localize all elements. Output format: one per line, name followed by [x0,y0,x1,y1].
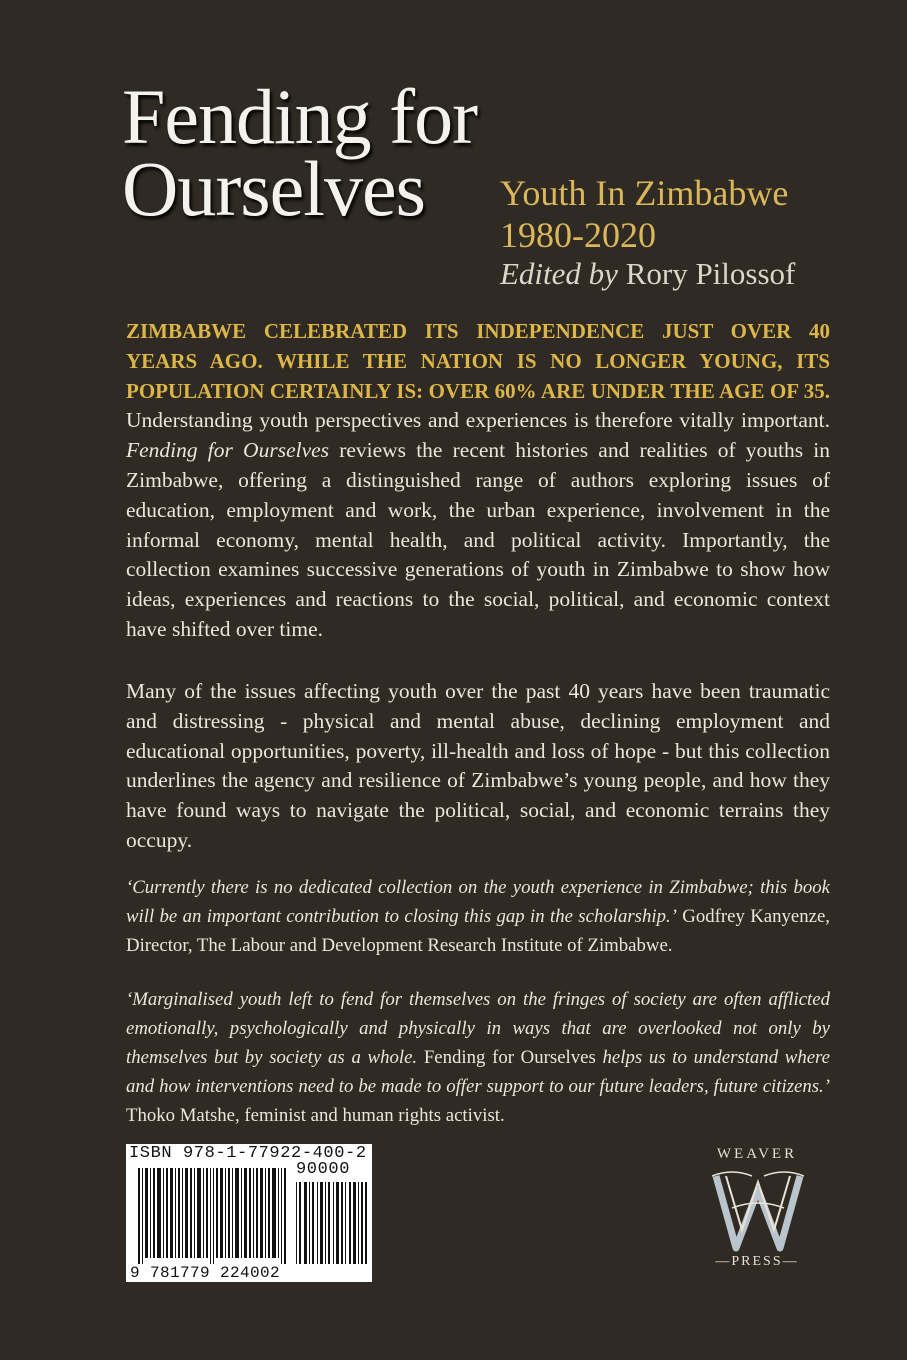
blurb-paragraph-1 [126,317,830,645]
publisher-name-bottom: —PRESS— [715,1254,799,1269]
blurb-book-title: Fending for Ourselves [126,438,330,463]
isbn-number: ISBN 978-1-77922-400-2 [129,1144,367,1163]
subtitle [500,172,788,256]
endorsement-2-book-title: Fending for Ourselves [423,1047,596,1068]
price-code: 90000 [296,1160,351,1179]
editor-prefix: Edited by [500,256,618,291]
title-line-2: Ourselves [122,145,425,232]
barcode-bars-addon [296,1182,368,1264]
editor-name: Rory Pilossof [625,256,796,291]
isbn-barcode [126,1144,372,1282]
endorsement-1-attribution: Godfrey Kanyenze, Director, The Labour and Development Research Institute of Zimbabwe. [126,906,830,956]
subtitle-line-1: Youth In Zimbabwe [500,173,789,213]
endorsement-2 [126,985,830,1130]
endorsement-2-text-b: helps us to understand where and how interventions need to be made to offer support to our future leaders, future citizens.’ [126,1047,830,1097]
ean-digits: 9 781779 224002 [130,1264,281,1282]
weaver-w-monogram-icon [712,1168,804,1254]
blurb-lead: ZIMBABWE CELEBRATED ITS INDEPENDENCE JUST OVER 40 YEARS AGO. WHILE THE NATION IS NO LONGER YOUNG, ITS POPULATION CERTAINLY IS: OVER 60% ARE UNDER THE AGE OF 35. [126,319,830,403]
endorsement-1 [126,873,830,960]
title-line-1: Fending for [122,73,478,160]
blurb-paragraph-2: Many of the issues affecting youth over the past 40 years have been traumatic and distressing - physical and mental abuse, declining employment and educational opportunities, poverty, ill-health and loss of hope - but this collection underlines the agency and resilience of Zimbabwe’s young people, and how they have found ways to navigate the political, social, and economic terrains they occupy. [126,679,830,852]
endorsement-2-attribution: Thoko Matshe, feminist and human rights activist. [126,1105,505,1126]
barcode-bars-main [138,1168,286,1264]
blurb-p1-b: reviews the recent histories and realities of youths in Zimbabwe, offering a distinguished range of authors exploring issues of education, employment and work, the urban experience, involvement in the informal economy, mental health, and political activity. Importantly, the collection examines successive generations of youth in Zimbabwe to show how ideas, experiences and reactions to the social, political, and economic context have shifted over time. [126,438,830,641]
subtitle-line-2: 1980-2020 [500,215,656,255]
blurb-p1-a: Understanding youth perspectives and experiences is therefore vitally important. [126,408,830,433]
publisher-logo [692,1146,822,1276]
editor-credit [500,256,795,292]
publisher-name-top: WEAVER [716,1146,798,1162]
endorsement-1-text: ‘Currently there is no dedicated collection on the youth experience in Zimbabwe; this book will be an important contribution to closing this gap in the scholarship.’ [126,877,830,927]
endorsement-2-text-a: ‘Marginalised youth left to fend for themselves on the fringes of society are often afflicted emotionally, psychologically and physically in ways that are overlooked not only by themselves but by society as a whole. [126,989,830,1068]
